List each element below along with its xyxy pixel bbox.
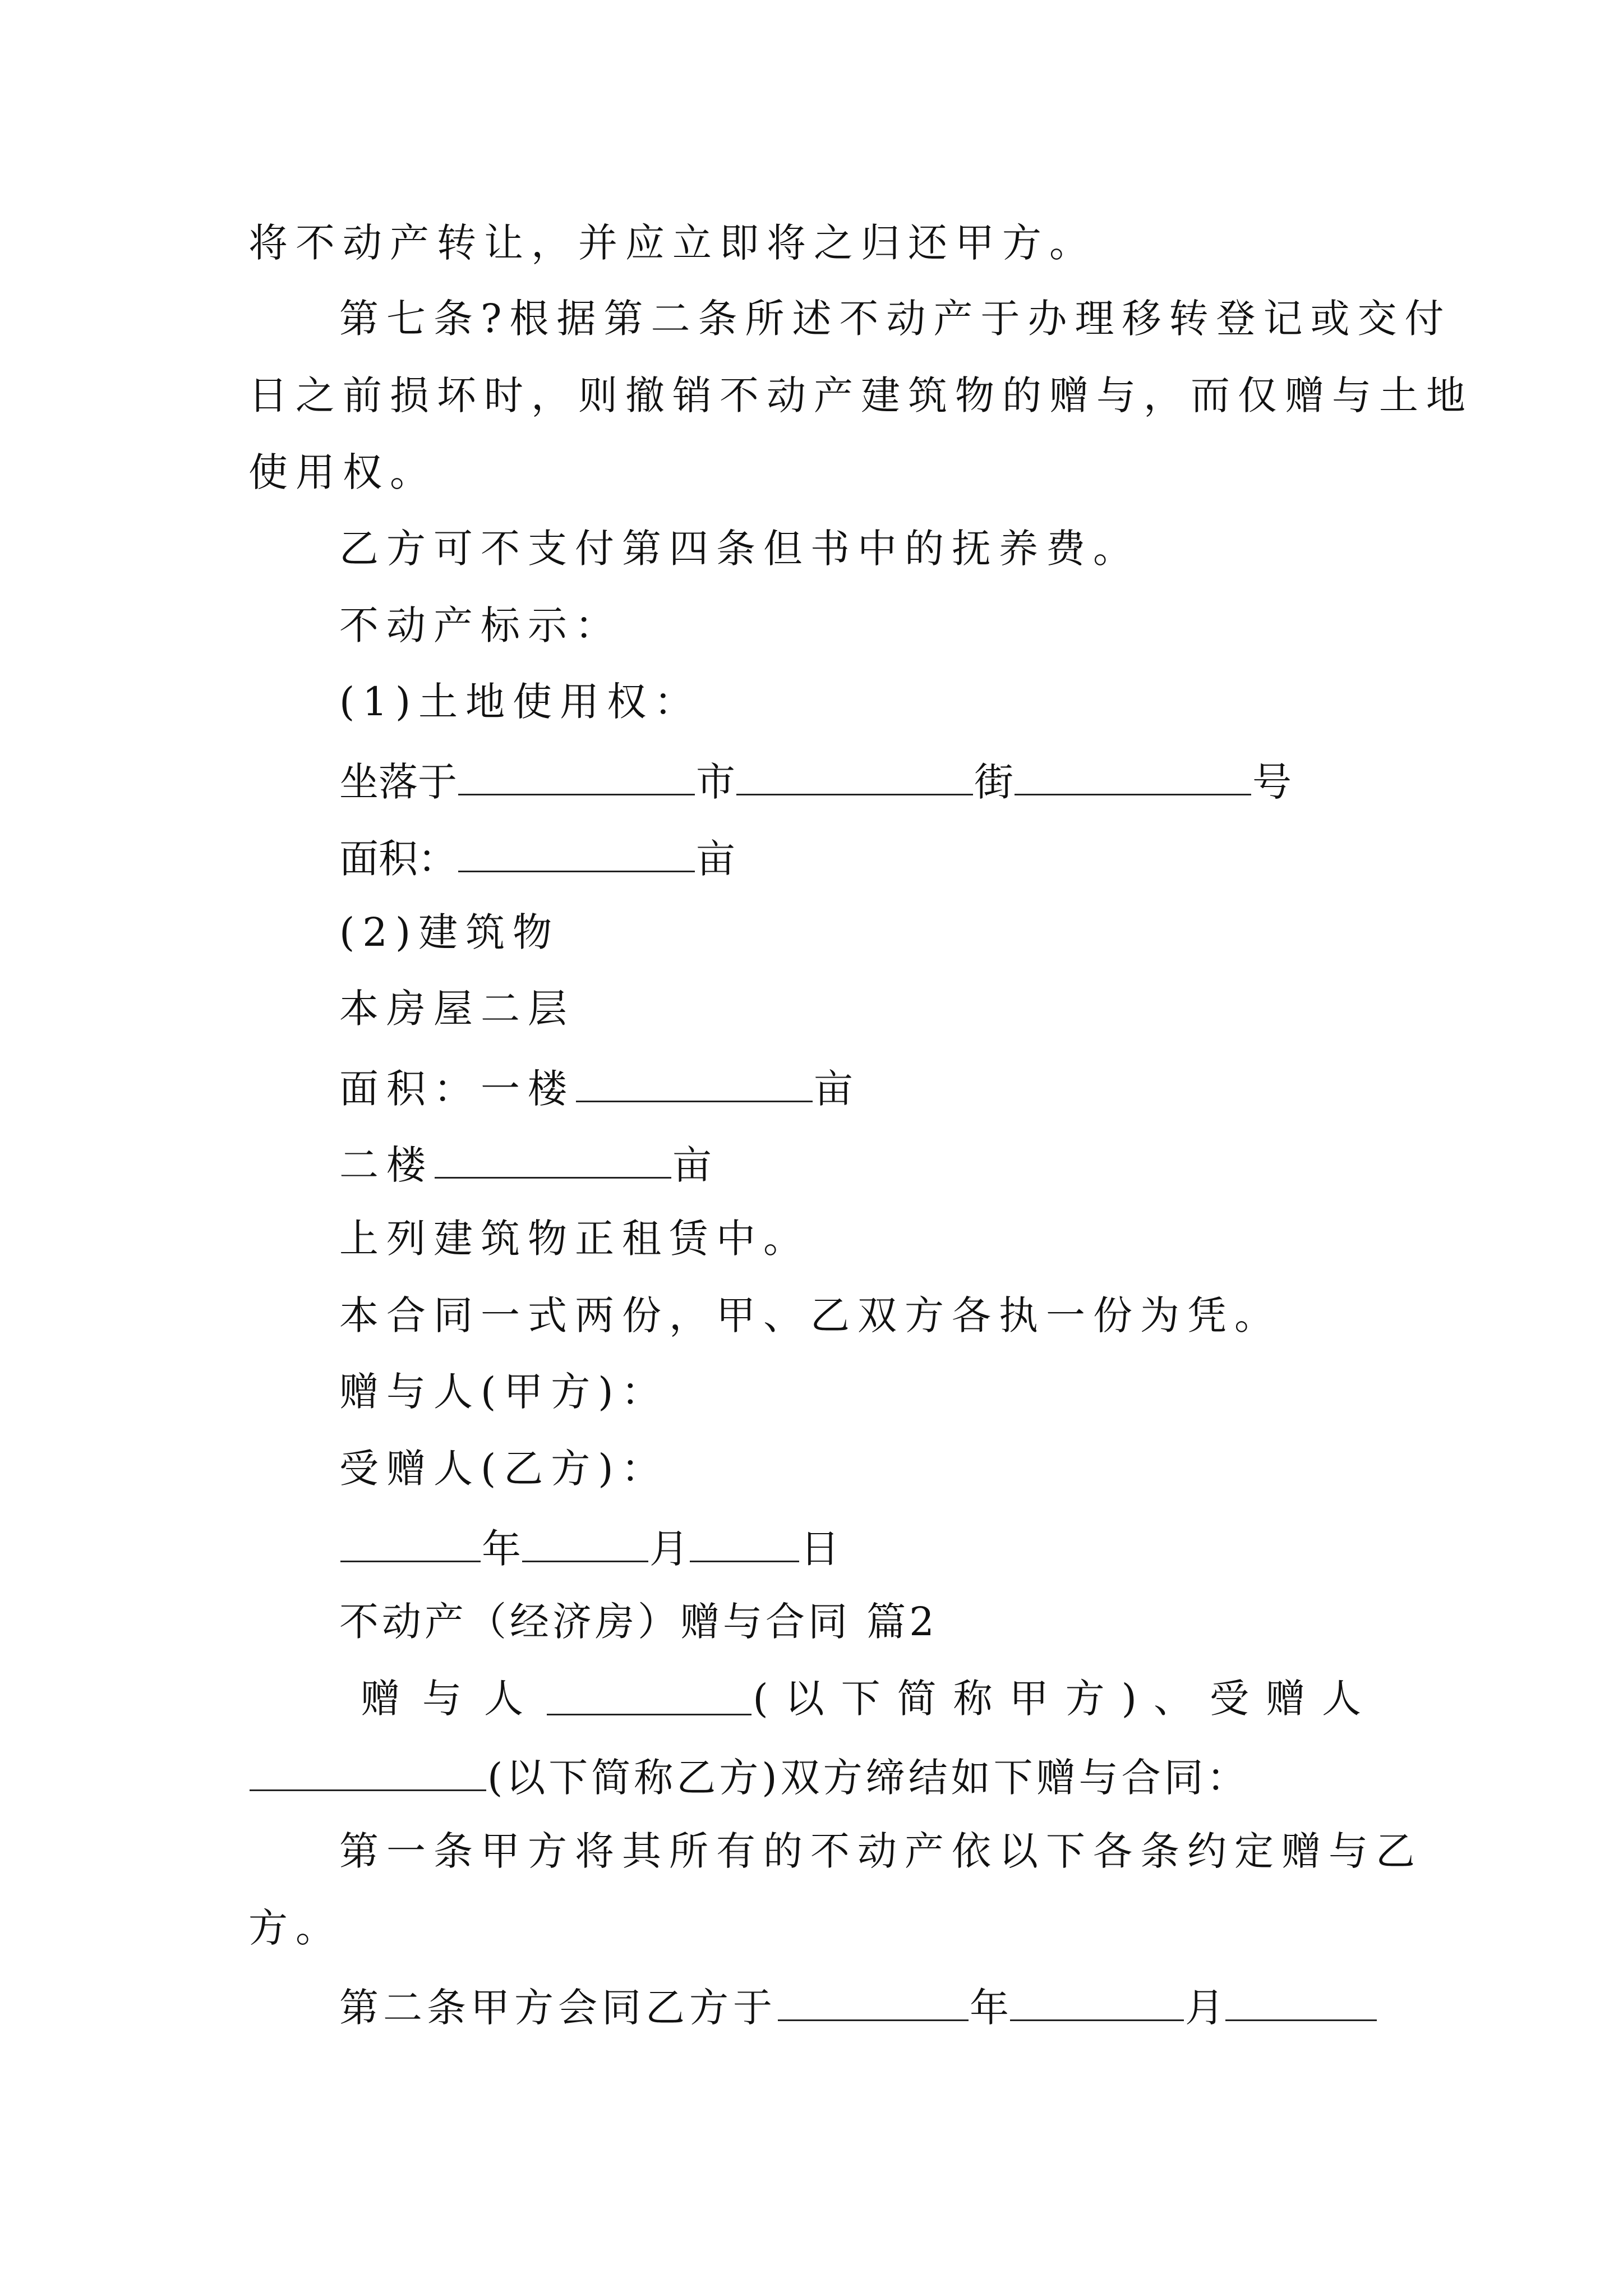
- text-fragment: 街: [974, 759, 1013, 805]
- text-line: (2)建筑物: [339, 909, 560, 955]
- donor-signature-line: 赠与人(甲方)：: [339, 1369, 668, 1415]
- fill-blank: [1015, 759, 1251, 795]
- text-fragment: (以下简称甲方)、受赠人: [753, 1676, 1378, 1722]
- text-line: 第七条?根据第二条所述不动产于办理移转登记或交付: [339, 296, 1452, 342]
- area-first-floor-line: [339, 1066, 853, 1112]
- recipient-signature-line: 受赠人(乙方)：: [339, 1446, 668, 1492]
- text-fragment: 号: [1252, 759, 1292, 805]
- fill-blank: [1225, 1985, 1377, 2021]
- fill-blank: [690, 1526, 799, 1562]
- text-line: 将不动产转让，并应立即将之归还甲方。: [248, 220, 1096, 266]
- text-line: 第一条甲方将其所有的不动产依以下各条约定赠与乙: [339, 1828, 1423, 1874]
- text-line: 日之前损坏时，则撤销不动产建筑物的赠与，而仅赠与土地: [248, 372, 1473, 418]
- text-fragment: 面积：一楼: [339, 1066, 575, 1112]
- text-fragment: 年: [482, 1526, 521, 1572]
- text-line: 上列建筑物正租赁中。: [339, 1216, 810, 1262]
- fill-blank: [736, 759, 973, 795]
- text-fragment: 月: [649, 1526, 689, 1572]
- fill-blank: [1010, 1985, 1184, 2021]
- text-line: 使用权。: [248, 449, 437, 495]
- text-fragment: 日: [800, 1526, 840, 1572]
- fill-blank: [340, 1526, 481, 1562]
- text-fragment: 亩: [696, 836, 735, 882]
- text-line: 不动产标示：: [339, 602, 622, 648]
- date-clause-line: [339, 1985, 1378, 2031]
- text-line: 方。: [248, 1905, 343, 1951]
- parties-line: [339, 1676, 1378, 1722]
- fill-blank: [458, 836, 695, 872]
- text-fragment: 年: [970, 1985, 1009, 2031]
- text-line: (1)土地使用权：: [339, 679, 702, 725]
- date-line: [339, 1526, 840, 1572]
- fill-blank: [522, 1526, 648, 1562]
- text-fragment: 二楼: [339, 1142, 434, 1188]
- section-heading: 不动产（经济房）赠与合同 篇2: [339, 1599, 938, 1645]
- text-fragment: (以下简称乙方)双方缔结如下赠与合同：: [487, 1755, 1249, 1801]
- text-fragment: 月: [1185, 1985, 1224, 2031]
- fill-blank: [547, 1679, 751, 1715]
- text-line: 本房屋二层: [339, 986, 575, 1032]
- fill-blank: [778, 1985, 969, 2021]
- fill-blank: [250, 1755, 486, 1791]
- location-line: [339, 759, 1292, 805]
- text-fragment: 赠与人: [361, 1676, 546, 1722]
- area-line: [339, 836, 735, 882]
- text-fragment: 面积：: [339, 836, 457, 882]
- text-line: 乙方可不支付第四条但书中的抚养费。: [339, 526, 1140, 572]
- text-fragment: 坐落于: [339, 759, 457, 805]
- text-fragment: 亩: [814, 1066, 853, 1112]
- fill-blank: [435, 1142, 671, 1179]
- text-fragment: 第二条甲方会同乙方于: [339, 1985, 777, 2031]
- text-fragment: 市: [696, 759, 735, 805]
- fill-blank: [576, 1066, 813, 1102]
- fill-blank: [458, 759, 695, 795]
- area-second-floor-line: [339, 1142, 712, 1188]
- parties-line-continued: [248, 1755, 1249, 1801]
- text-fragment: 亩: [672, 1142, 712, 1188]
- text-line: 本合同一式两份，甲、乙双方各执一份为凭。: [339, 1292, 1281, 1338]
